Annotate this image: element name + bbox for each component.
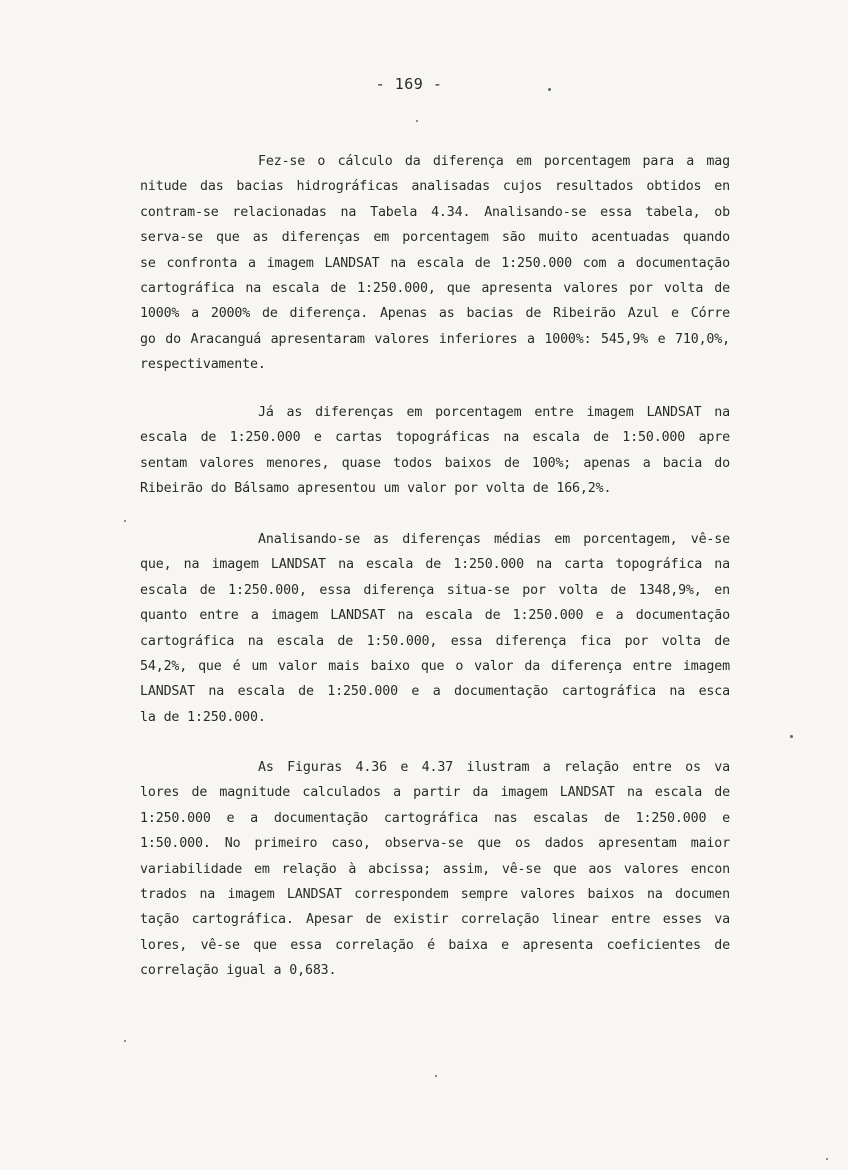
paragraph	[140, 755, 730, 984]
text-line: Analisando-se as diferenças médias em porcentagem, vê-se	[258, 532, 730, 547]
scan-speck	[124, 520, 126, 522]
text-line: contram-se relacionadas na Tabela 4.34. Analisando-se essa tabela, ob	[140, 204, 730, 220]
text-line: respectivamente.	[140, 357, 266, 373]
text-line: 1:250.000 e a documentação cartográfica nas escalas de 1:250.000 e	[140, 810, 730, 826]
scan-speck	[435, 1075, 437, 1077]
text-line: cartográfica na escala de 1:250.000, que apresenta valores por volta de	[140, 280, 730, 296]
text-line: variabilidade em relação à abcissa; assim, vê-se que aos valores encon	[140, 861, 730, 877]
text-line: 54,2%, que é um valor mais baixo que o valor da diferença entre imagem	[140, 658, 730, 674]
text-line: trados na imagem LANDSAT correspondem sempre valores baixos na documen	[140, 886, 730, 902]
text-line: Fez-se o cálculo da diferença em porcentagem para a mag	[258, 154, 730, 169]
text-line: escala de 1:250.000 e cartas topográficas na escala de 1:50.000 apre	[140, 430, 730, 446]
paragraph	[140, 400, 730, 502]
paragraph	[140, 527, 730, 730]
text-line: se confronta a imagem LANDSAT na escala de 1:250.000 com a documentação	[140, 255, 730, 271]
text-line: 1000% a 2000% de diferença. Apenas as bacias de Ribeirão Azul e Córre	[140, 306, 730, 322]
text-line: cartográfica na escala de 1:50.000, essa diferença fica por volta de	[140, 633, 730, 649]
text-line: nitude das bacias hidrográficas analisadas cujos resultados obtidos en	[140, 179, 730, 195]
text-line: Ribeirão do Bálsamo apresentou um valor por volta de 166,2%.	[140, 481, 612, 497]
scan-speck	[790, 735, 793, 738]
scan-speck	[548, 88, 551, 91]
text-line: serva-se que as diferenças em porcentagem são muito acentuadas quando	[140, 230, 730, 246]
text-line: LANDSAT na escala de 1:250.000 e a documentação cartográfica na esca	[140, 684, 730, 700]
text-line: 1:50.000. No primeiro caso, observa-se que os dados apresentam maior	[140, 836, 730, 852]
page-number: - 169 -	[375, 75, 443, 93]
text-line: correlação igual a 0,683.	[140, 963, 337, 979]
scan-speck	[124, 1040, 126, 1042]
text-line: lores de magnitude calculados a partir da imagem LANDSAT na escala de	[140, 785, 730, 801]
scan-speck	[416, 120, 418, 122]
text-line: escala de 1:250.000, essa diferença situa-se por volta de 1348,9%, en	[140, 582, 730, 598]
text-line: que, na imagem LANDSAT na escala de 1:250.000 na carta topográfica na	[140, 557, 730, 573]
text-line: tação cartográfica. Apesar de existir correlação linear entre esses va	[140, 912, 730, 928]
paragraph	[140, 149, 730, 378]
text-line: go do Aracanguá apresentaram valores inferiores a 1000%: 545,9% e 710,0%,	[140, 331, 730, 347]
text-line: la de 1:250.000.	[140, 709, 266, 725]
text-line: Já as diferenças em porcentagem entre imagem LANDSAT na	[258, 405, 730, 420]
scan-speck	[826, 1158, 828, 1160]
text-line: sentam valores menores, quase todos baixos de 100%; apenas a bacia do	[140, 455, 730, 471]
text-line: As Figuras 4.36 e 4.37 ilustram a relação entre os va	[258, 760, 730, 775]
text-line: lores, vê-se que essa correlação é baixa e apresenta coeficientes de	[140, 937, 730, 953]
text-line: quanto entre a imagem LANDSAT na escala de 1:250.000 e a documentação	[140, 608, 730, 624]
